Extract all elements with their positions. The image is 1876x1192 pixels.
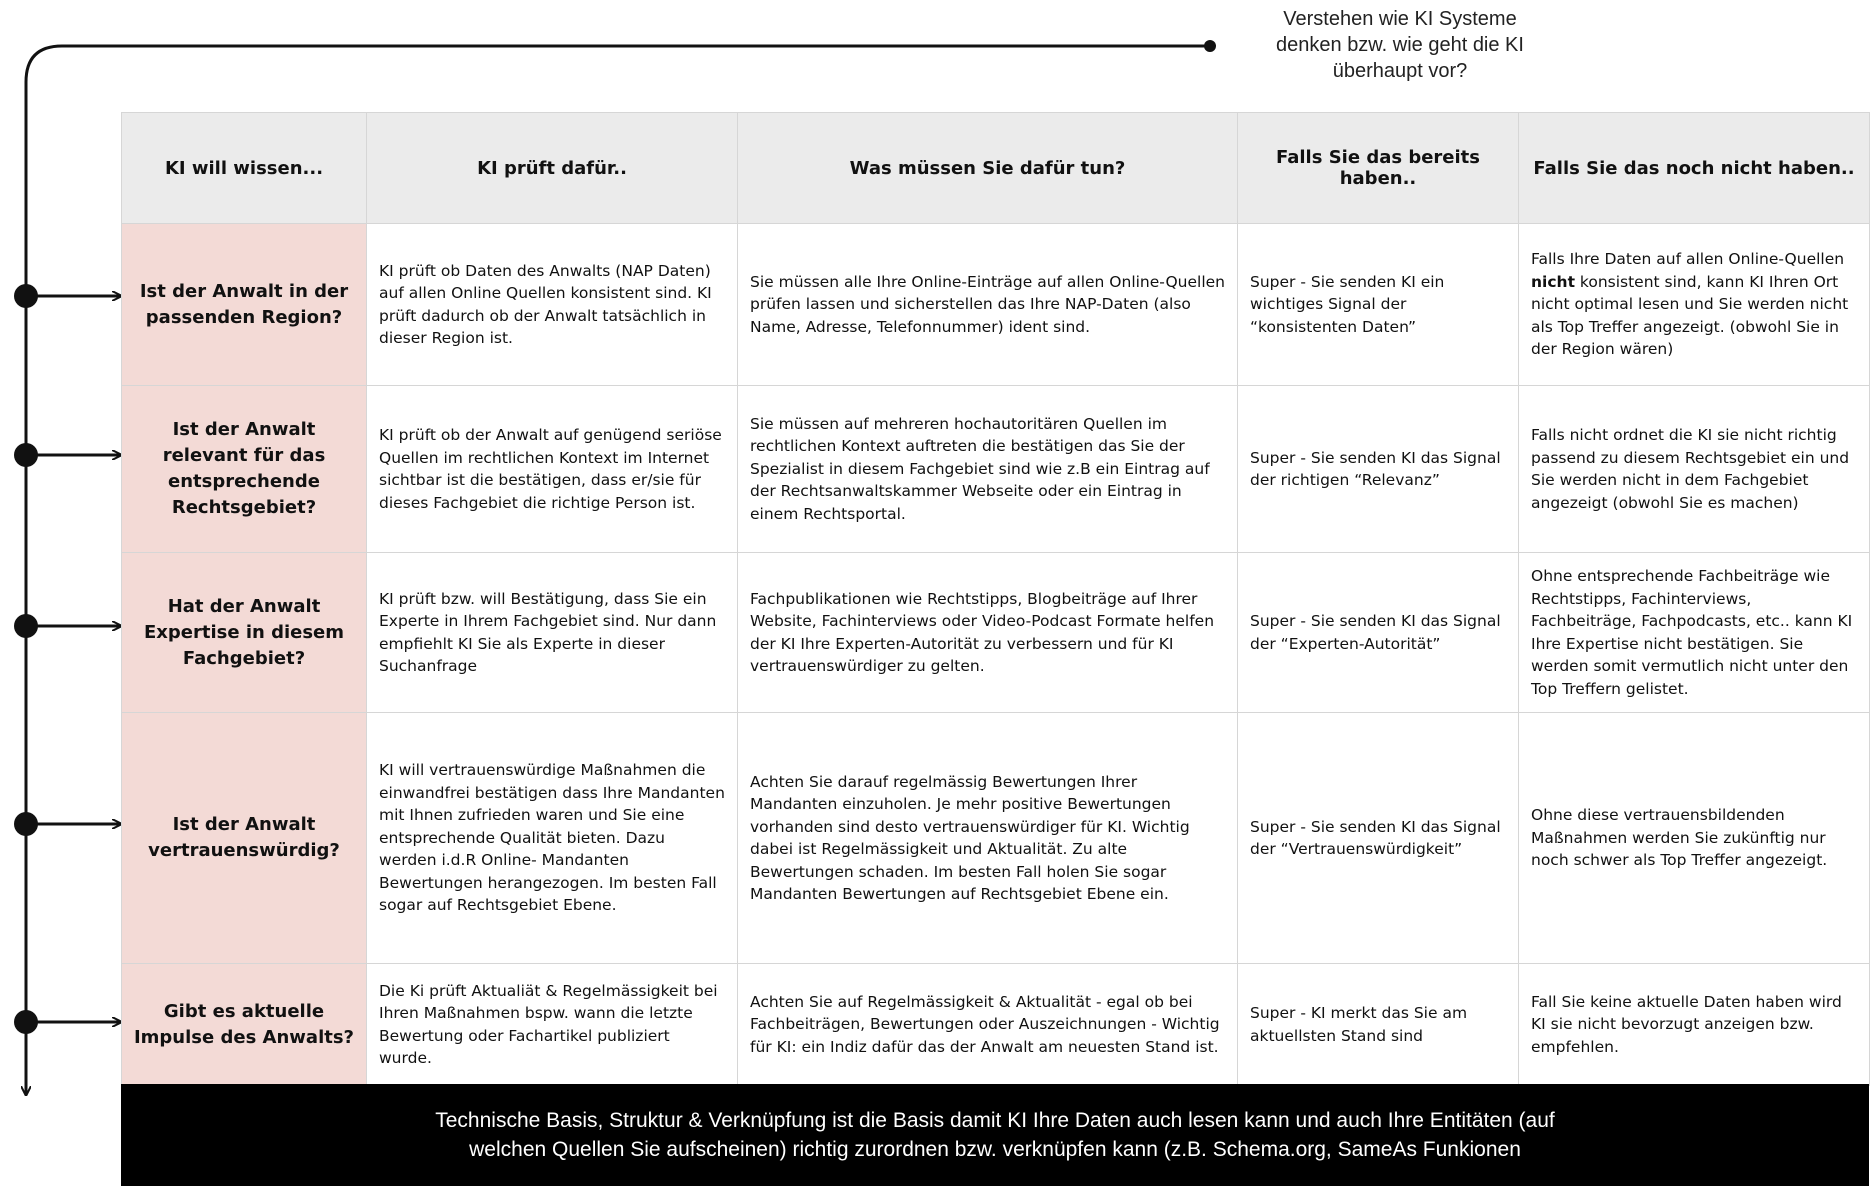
branch-vertrauen: [14, 812, 120, 836]
have-cell: Super - KI merkt das Sie am aktuellsten Stand sind: [1238, 964, 1519, 1086]
table-row: [122, 553, 1870, 713]
question-cell: Ist der Anwalt vertrauenswürdig?: [122, 713, 367, 964]
todo-cell: Sie müssen auf mehreren hochautoritären Quellen im rechtlichen Kontext auftreten die bestätigen das Sie der Spezialist in diesem Fachgebiet sind wie z.B ein Eintrag auf der Rechtsanwaltskammer Webseite oder ein Eintrag in einem Rechtsportal.: [738, 386, 1238, 553]
flow-start-dot: [1204, 40, 1216, 52]
question-cell: Gibt es aktuelle Impulse des Anwalts?: [122, 964, 367, 1086]
header-note-line: Verstehen wie KI Systeme: [1283, 8, 1517, 30]
table-row: [122, 713, 1870, 964]
question-cell: Ist der Anwalt relevant für das entsprechende Rechtsgebiet?: [122, 386, 367, 553]
check-cell: KI will vertrauenswürdige Maßnahmen die einwandfrei bestätigen dass Ihre Mandanten mit Ihnen zufrieden waren und Sie eine entsprechende Qualität bieten. Dazu werden i.d.R Online- Mandanten Bewertungen herangezogen. Im besten Fall sogar auf Rechtsgebiet Ebene.: [367, 713, 738, 964]
check-cell: KI prüft ob Daten des Anwalts (NAP Daten) auf allen Online Quellen konsistent sind. KI prüft dadurch ob der Anwalt tatsächlich in dieser Region ist.: [367, 224, 738, 386]
todo-cell: Achten Sie auf Regelmässigkeit & Aktualität - egal ob bei Fachbeiträgen, Bewertungen oder Auszeichnungen - Wichtig für KI: ein Indiz dafür das der Anwalt am neuesten Stand ist.: [738, 964, 1238, 1086]
header-note-line: überhaupt vor?: [1332, 60, 1468, 82]
check-cell: Die Ki prüft Aktualiät & Regelmässigkeit bei Ihren Maßnahmen bspw. wann die letzte Bewertung oder Fachartikel publiziert wurde.: [367, 964, 738, 1086]
not-have-cell: [1519, 224, 1870, 386]
header-note: [1250, 6, 1550, 84]
check-cell: KI prüft bzw. will Bestätigung, dass Sie ein Experte in Ihrem Fachgebiet sind. Nur dann empfiehlt KI Sie als Experte in dieser Suchanfrage: [367, 553, 738, 713]
todo-cell: Achten Sie darauf regelmässig Bewertungen Ihrer Mandanten einzuholen. Je mehr positive Bewertungen vorhanden sind desto vertrauenswürdiger für KI. Wichtig dabei ist Regelmässigkeit und Aktualität. Zu alte Bewertungen schaden. Im besten Fall holen Sie sogar Mandanten Bewertungen auf Rechtsgebiet Ebene ein.: [738, 713, 1238, 964]
question-cell: Ist der Anwalt in der passenden Region?: [122, 224, 367, 386]
not-have-cell: Falls nicht ordnet die KI sie nicht richtig passend zu diesem Rechtsgebiet ein und Sie werden nicht in dem Fachgebiet angezeigt (obwohl Sie es machen): [1519, 386, 1870, 553]
not-have-cell: Fall Sie keine aktuelle Daten haben wird KI sie nicht bevorzugt anzeigen bzw. empfehlen.: [1519, 964, 1870, 1086]
have-cell: Super - Sie senden KI das Signal der “Vertrauenswürdigkeit”: [1238, 713, 1519, 964]
not-have-text-post: konsistent sind, kann KI Ihren Ort nicht optimal lesen und Sie werden nicht als Top Treffer angezeigt. (obwohl Sie in der Region wären): [1531, 272, 1849, 359]
have-cell: Super - Sie senden KI ein wichtiges Signal der “konsistenten Daten”: [1238, 224, 1519, 386]
have-cell: Super - Sie senden KI das Signal der “Experten-Autorität”: [1238, 553, 1519, 713]
check-cell: KI prüft ob der Anwalt auf genügend seriöse Quellen im rechtlichen Kontext im Internet sichtbar ist die bestätigen, dass er/sie für dieses Fachgebiet die richtige Person ist.: [367, 386, 738, 553]
not-have-text-pre: Falls Ihre Daten auf allen Online-Quellen: [1531, 250, 1845, 269]
have-cell: Super - Sie senden KI das Signal der richtigen “Relevanz”: [1238, 386, 1519, 553]
header-note-line: denken bzw. wie geht die KI: [1276, 34, 1524, 56]
table-row: [122, 224, 1870, 386]
ki-matrix-table: [121, 112, 1870, 1086]
table-row: [122, 964, 1870, 1086]
header-ki-will-wissen: KI will wissen...: [122, 113, 367, 224]
todo-cell: Sie müssen alle Ihre Online-Einträge auf allen Online-Quellen prüfen lassen und sicherstellen das Ihre NAP-Daten (also Name, Adresse, Telefonnummer) ident sind.: [738, 224, 1238, 386]
not-have-cell: Ohne entsprechende Fachbeiträge wie Rechtstipps, Fachinterviews, Fachbeiträge, Fachpodcasts, etc.. kann KI Ihre Expertise nicht bestätigen. Sie werden somit vermutlich nicht unter den Top Treffern gelistet.: [1519, 553, 1870, 713]
flow-branches: [14, 284, 120, 1034]
footer-line: Technische Basis, Struktur & Verknüpfung ist die Basis damit KI Ihre Daten auch lesen kann und auch Ihre Entitäten (auf: [435, 1109, 1555, 1132]
branch-region: [14, 284, 120, 308]
table-row: [122, 386, 1870, 553]
question-cell: Hat der Anwalt Expertise in diesem Fachgebiet?: [122, 553, 367, 713]
branch-aktuell: [14, 1010, 120, 1034]
not-have-cell: Ohne diese vertrauensbildenden Maßnahmen werden Sie zukünftig nur noch schwer als Top Treffer angezeigt.: [1519, 713, 1870, 964]
branch-expertise: [14, 614, 120, 638]
not-have-emphasis: nicht: [1531, 272, 1575, 291]
header-bereits-haben: Falls Sie das bereits haben..: [1238, 113, 1519, 224]
branch-relevanz: [14, 443, 120, 467]
header-ki-prueft: KI prüft dafür..: [367, 113, 738, 224]
header-noch-nicht-haben: Falls Sie das noch nicht haben..: [1519, 113, 1870, 224]
footer-line: welchen Quellen Sie aufscheinen) richtig zurordnen bzw. verknüpfen kann (z.B. Schema.org, SameAs Funkionen: [469, 1138, 1521, 1161]
header-was-tun: Was müssen Sie dafür tun?: [738, 113, 1238, 224]
footer-banner: [121, 1084, 1869, 1186]
table-header-row: [122, 113, 1870, 224]
todo-cell: Fachpublikationen wie Rechtstipps, Blogbeiträge auf Ihrer Website, Fachinterviews oder Video-Podcast Formate helfen der KI Ihre Experten-Autorität zu verbessern und für KI vertrauenswürdiger zu gelten.: [738, 553, 1238, 713]
